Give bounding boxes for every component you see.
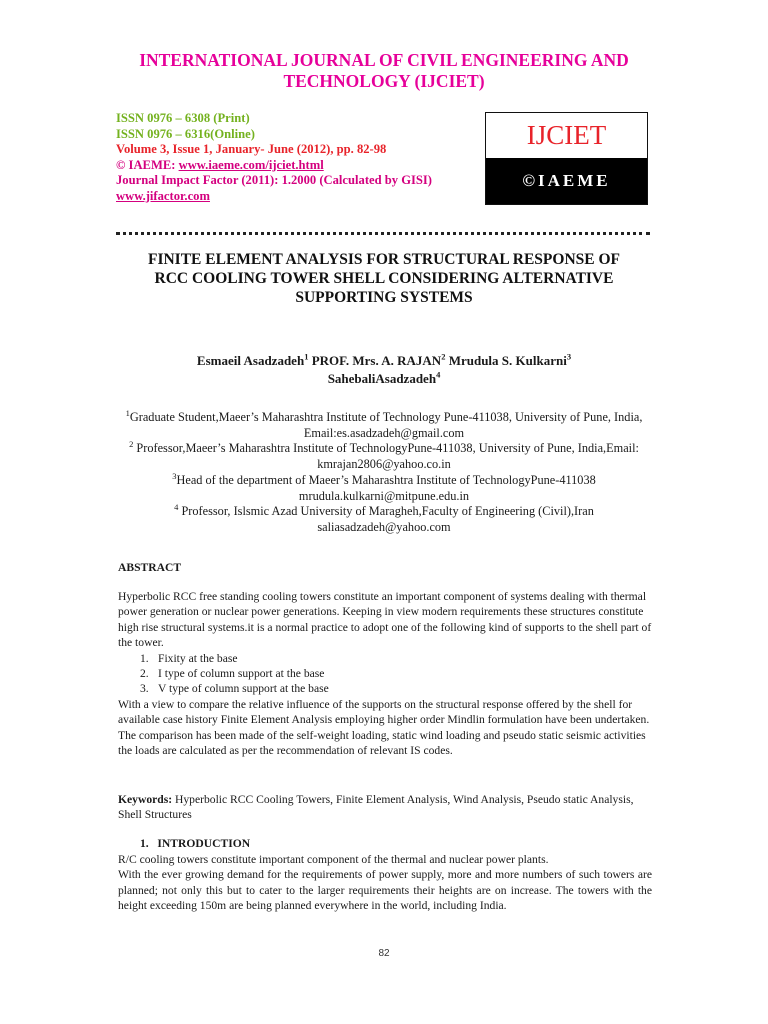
affiliation-1 — [110, 407, 658, 441]
affiliation-sup: 3 — [172, 470, 177, 481]
affiliation-sup: 4 — [174, 502, 179, 513]
author-sup: 2 — [441, 351, 446, 362]
journal-title-line-2: TECHNOLOGY (IJCIET) — [283, 71, 485, 91]
issn-print: ISSN 0976 – 6308 (Print) — [116, 111, 250, 125]
section-number: 1. — [140, 837, 149, 850]
section-title: INTRODUCTION — [157, 837, 251, 850]
affiliation-sup: 1 — [125, 407, 130, 418]
author-name: PROF. Mrs. A. RAJAN — [311, 353, 442, 368]
ijciet-logo — [485, 112, 648, 205]
affiliation-text: Professor, Islsmic Azad University of Maragheh,Faculty of Engineering (Civil),Iran saliasadzadeh@yahoo.com — [178, 504, 594, 534]
copyright-prefix: © IAEME: — [116, 157, 179, 172]
affiliations — [110, 407, 658, 536]
introduction-heading — [118, 836, 674, 851]
affiliation-4 — [110, 504, 658, 535]
journal-title — [60, 50, 708, 92]
affiliation-text: Graduate Student,Maeer’s Maharashtra Institute of Technology Pune-411038, University of Pune, India, Email:es.asadzadeh@gmail.com — [129, 410, 643, 440]
iaeme-link[interactable]: www.iaeme.com/ijciet.html — [178, 157, 324, 172]
author-name: Esmaeil Asadzadeh — [196, 353, 305, 368]
abstract-body — [118, 589, 652, 697]
issn-online: ISSN 0976 – 6316(Online) — [116, 126, 255, 141]
support-type-list — [118, 651, 652, 697]
volume-issue: Volume 3, Issue 1, January- June (2012), pp. 82-98 — [116, 142, 387, 156]
logo-iaeme-text: ©IAEME — [486, 158, 647, 204]
introduction-body — [118, 852, 652, 914]
paper-title-line-3: SUPPORTING SYSTEMS — [295, 289, 473, 306]
abstract-paragraph-1: Hyperbolic RCC free standing cooling towers constitute an important component of systems dealing with thermal power generation or nuclear power generations. Keeping in view modern requirements these structures constitute high rise structural systems.it is a normal practice to adopt one of the following kind of supports to the shell part of the tower. — [118, 590, 652, 650]
logo-ijciet-text: IJCIET — [486, 113, 647, 158]
author-sup: 4 — [436, 369, 441, 380]
list-item — [118, 681, 652, 696]
author-name: SahebaliAsadzadeh — [327, 371, 437, 386]
list-number: 2. — [140, 667, 149, 681]
header-divider — [116, 232, 650, 235]
list-item — [118, 651, 652, 666]
intro-paragraph: With the ever growing demand for the requirements of power supply, more and more numbers of such towers are planned; not only this but to cater to the larger requirements their heights are on increase. The towers with the height exceeding 150m are being planned everywhere in the world, including India. — [118, 868, 652, 913]
copyright-line — [116, 158, 496, 174]
paper-title — [100, 250, 668, 307]
impact-factor: Journal Impact Factor (2011): 1.2000 (Calculated by GISI) — [116, 173, 432, 187]
list-text: Fixity at the base — [158, 651, 238, 665]
affiliation-text: Professor,Maeer’s Maharashtra Institute of TechnologyPune-411038, University of Pune, India,Email: kmrajan2806@yahoo.co.in — [133, 441, 639, 472]
affiliation-3 — [110, 470, 658, 504]
affiliation-text: Head of the department of Maeer’s Maharashtra Institute of TechnologyPune-411038 mrudula.kulkarni@mitpune.edu.in — [176, 472, 596, 503]
author-name: Mrudula S. Kulkarni — [448, 353, 567, 368]
paper-title-line-2: RCC COOLING TOWER SHELL CONSIDERING ALTERNATIVE — [154, 270, 614, 287]
page-number: 82 — [378, 948, 390, 959]
list-item — [118, 666, 652, 681]
paper-title-line-1: FINITE ELEMENT ANALYSIS FOR STRUCTURAL RESPONSE OF — [147, 251, 620, 268]
jifactor-link[interactable]: www.jifactor.com — [116, 188, 210, 203]
intro-line-1: R/C cooling towers constitute important component of the thermal and nuclear power plants. — [118, 853, 549, 866]
author-sup: 3 — [566, 351, 572, 362]
journal-title-line-1: INTERNATIONAL JOURNAL OF CIVIL ENGINEERING AND — [139, 50, 629, 70]
authors-line-1 — [100, 352, 668, 370]
list-text: V type of column support at the base — [158, 682, 329, 696]
keywords-text: Hyperbolic RCC Cooling Towers, Finite Element Analysis, Wind Analysis, Pseudo static Analysis, Shell Structures — [118, 793, 634, 822]
author-sup: 1 — [304, 351, 309, 362]
author-list — [100, 352, 668, 388]
journal-info-block — [116, 111, 496, 204]
abstract-heading: ABSTRACT — [118, 561, 182, 574]
list-text: I type of column support at the base — [158, 667, 325, 681]
affiliation-sup: 2 — [129, 439, 134, 450]
list-number: 3. — [140, 682, 149, 696]
abstract-paragraph-2: With a view to compare the relative influence of the supports on the structural response offered by the shell for available case history Finite Element Analysis employing higher order Mindlin formulation have been undertaken. The comparison has been made of the self-weight loading, static wind loading and pseudo static seismic activities the loads are calculated as per the recommendation of relevant IS codes. — [118, 698, 650, 758]
affiliation-2 — [110, 441, 658, 472]
authors-line-2 — [100, 370, 668, 388]
keywords-label: Keywords: — [118, 793, 173, 806]
list-number: 1. — [140, 651, 149, 665]
keywords — [118, 792, 652, 823]
